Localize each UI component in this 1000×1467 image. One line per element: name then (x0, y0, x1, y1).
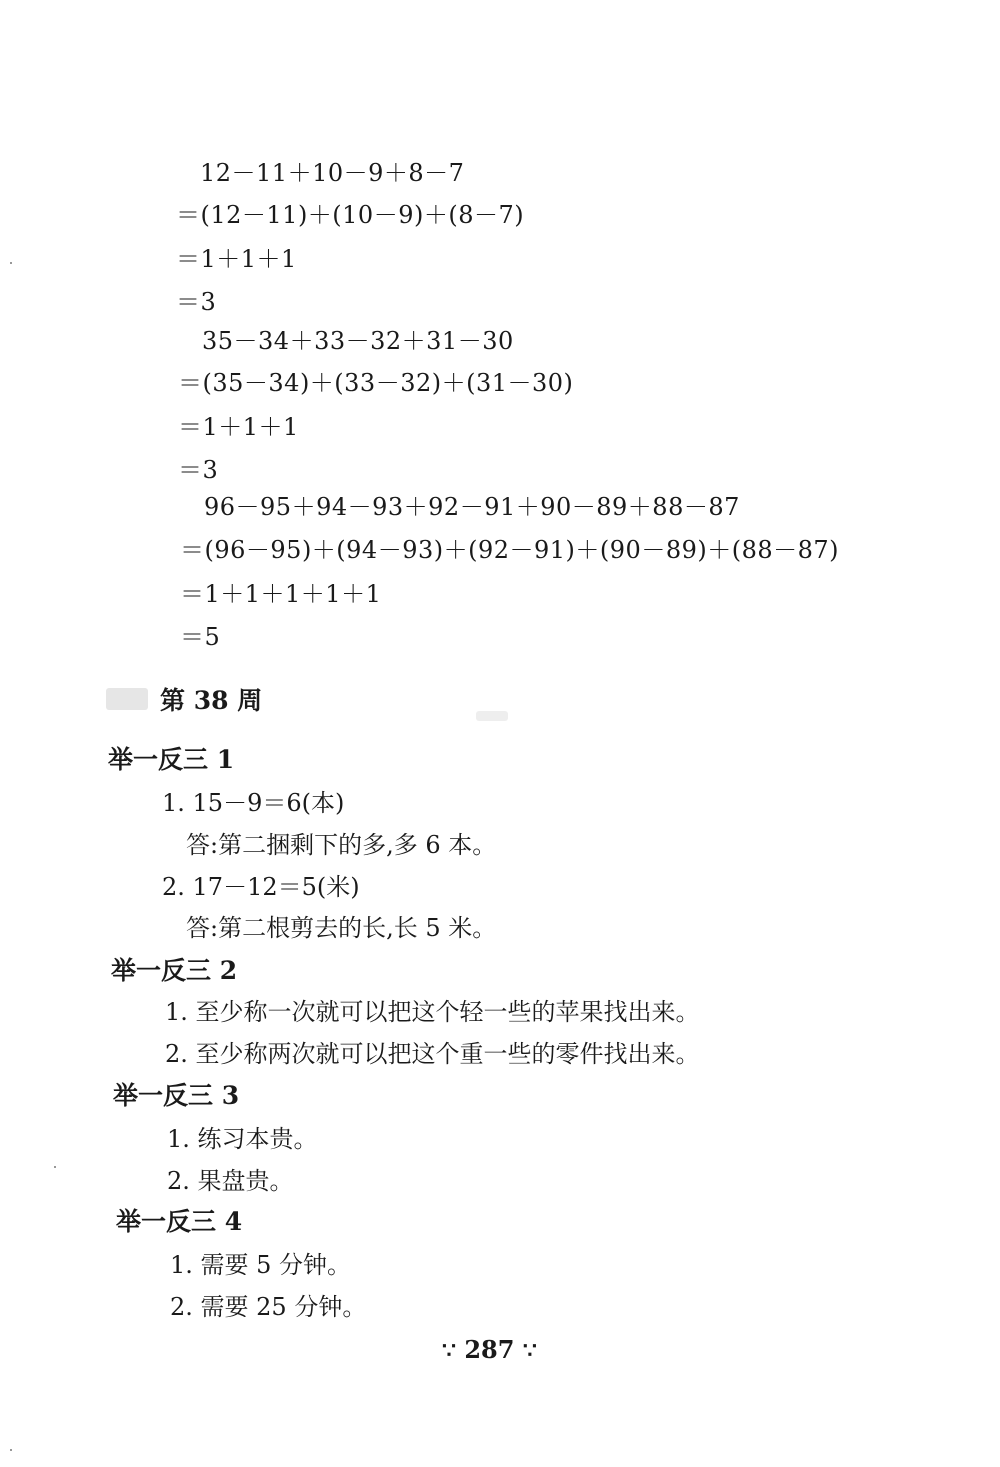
calc-2-step-2: ＝1＋1＋1 (178, 413, 299, 441)
page-number: 287 (464, 1335, 515, 1364)
ornament-left-icon: ∵ (442, 1338, 456, 1364)
section-1-title: 举一反三 1 (108, 745, 235, 774)
calc-2-expression: 35－34＋33－32＋31－30 (202, 327, 514, 355)
calc-1-expression: 12－11＋10－9＋8－7 (200, 159, 465, 187)
scan-smudge (106, 688, 148, 710)
week-title: 第 38 周 (160, 686, 263, 715)
section-1-line-3: 2. 17－12＝5(米) (162, 873, 360, 901)
calc-3-expression: 96－95＋94－93＋92－91＋90－89＋88－87 (204, 493, 740, 521)
section-1-line-2: 答:第二捆剩下的多,多 6 本。 (186, 831, 497, 859)
calc-3-result: ＝5 (180, 623, 221, 651)
section-2-line-2: 2. 至少称两次就可以把这个重一些的零件找出来。 (165, 1040, 700, 1068)
ornament-right-icon: ∵ (522, 1338, 537, 1364)
calc-2-step-1: ＝(35－34)＋(33－32)＋(31－30) (178, 369, 574, 397)
section-3-line-1: 1. 练习本贵。 (167, 1125, 318, 1153)
calc-1-step-2: ＝1＋1＋1 (176, 245, 297, 273)
section-4-line-1: 1. 需要 5 分钟。 (170, 1251, 352, 1279)
section-3-line-2: 2. 果盘贵。 (167, 1167, 294, 1195)
scan-speck (10, 1449, 12, 1451)
section-3-title: 举一反三 3 (113, 1081, 240, 1110)
calc-1-result: ＝3 (176, 288, 217, 316)
section-4-line-2: 2. 需要 25 分钟。 (170, 1293, 367, 1321)
section-2-title: 举一反三 2 (111, 956, 238, 985)
scan-speck (10, 262, 12, 264)
page-number-footer (442, 1335, 537, 1366)
calc-3-step-2: ＝1＋1＋1＋1＋1 (180, 580, 382, 608)
scan-speck (54, 1166, 56, 1168)
section-4-title: 举一反三 4 (116, 1207, 243, 1236)
section-2-line-1: 1. 至少称一次就可以把这个轻一些的苹果找出来。 (165, 998, 700, 1026)
section-1-line-1: 1. 15－9＝6(本) (162, 789, 345, 817)
scan-smudge (476, 711, 508, 721)
calc-2-result: ＝3 (178, 456, 219, 484)
calc-1-step-1: ＝(12－11)＋(10－9)＋(8－7) (176, 201, 525, 229)
calc-3-step-1: ＝(96－95)＋(94－93)＋(92－91)＋(90－89)＋(88－87) (180, 536, 840, 564)
section-1-line-4: 答:第二根剪去的长,长 5 米。 (186, 914, 497, 942)
